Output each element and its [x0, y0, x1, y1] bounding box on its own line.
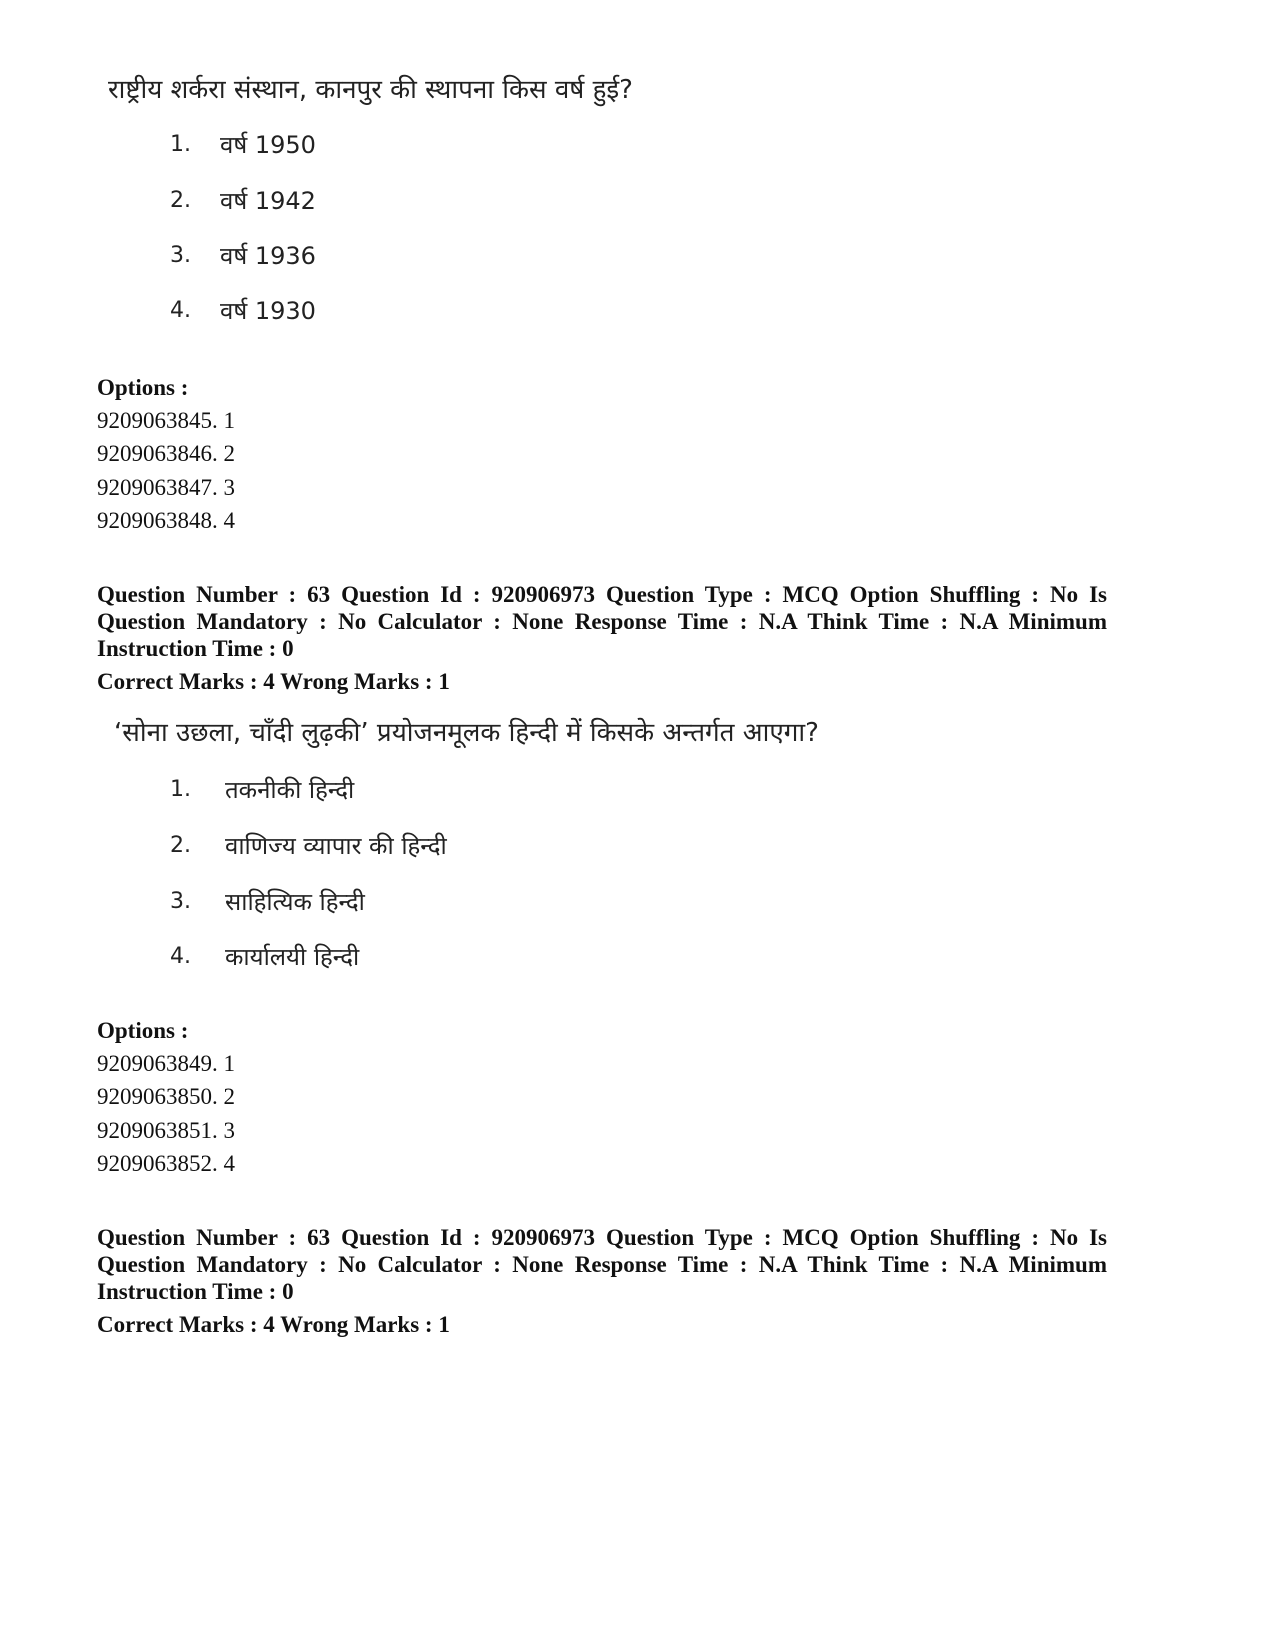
choice-number: 2. — [170, 188, 191, 213]
choice-number: 4. — [170, 944, 191, 969]
choice-text: साहित्यिक हिन्दी — [225, 888, 365, 916]
choice-text: वाणिज्य व्यापार की हिन्दी — [225, 832, 447, 860]
option-code: 9209063847. 3 — [97, 475, 235, 500]
choice-number: 1. — [170, 132, 191, 157]
choice-text: वर्ष 1936 — [220, 242, 316, 270]
choice-text: तकनीकी हिन्दी — [225, 776, 355, 804]
option-code: 9209063850. 2 — [97, 1084, 235, 1109]
choice-number: 4. — [170, 298, 191, 323]
choice-number: 3. — [170, 243, 191, 268]
options-heading: Options : — [97, 375, 189, 400]
option-code: 9209063852. 4 — [97, 1151, 235, 1176]
choice-number: 2. — [170, 833, 191, 858]
choice-text: वर्ष 1930 — [220, 297, 316, 325]
question-metadata: Question Number : 63 Question Id : 920906973 Question Type : MCQ Option Shuffling : No Is Question Mandatory : No Calculator : None Response Time : N.A Think Time : N.A Minimum Instruction Time : 0 — [97, 1225, 1107, 1304]
choice-text: कार्यालयी हिन्दी — [225, 943, 360, 971]
option-code: 9209063851. 3 — [97, 1118, 235, 1143]
option-code: 9209063846. 2 — [97, 441, 235, 466]
choice-text: वर्ष 1950 — [220, 131, 316, 159]
choice-text: वर्ष 1942 — [220, 187, 316, 215]
option-code: 9209063849. 1 — [97, 1051, 235, 1076]
choice-number: 3. — [170, 889, 191, 914]
choice-number: 1. — [170, 777, 191, 802]
question-text: ‘सोना उछला, चाँदी लुढ़की’ प्रयोजनमूलक हिन्दी में किसके अन्तर्गत आएगा? — [114, 718, 819, 748]
options-heading: Options : — [97, 1018, 189, 1043]
option-code: 9209063848. 4 — [97, 508, 235, 533]
question-metadata: Question Number : 63 Question Id : 920906973 Question Type : MCQ Option Shuffling : No Is Question Mandatory : No Calculator : None Response Time : N.A Think Time : N.A Minimum Instruction Time : 0 — [97, 582, 1107, 661]
option-code: 9209063845. 1 — [97, 408, 235, 433]
marks-line: Correct Marks : 4 Wrong Marks : 1 — [97, 1312, 450, 1337]
marks-line: Correct Marks : 4 Wrong Marks : 1 — [97, 669, 450, 694]
question-text: राष्ट्रीय शर्करा संस्थान, कानपुर की स्थापना किस वर्ष हुई? — [108, 75, 633, 105]
